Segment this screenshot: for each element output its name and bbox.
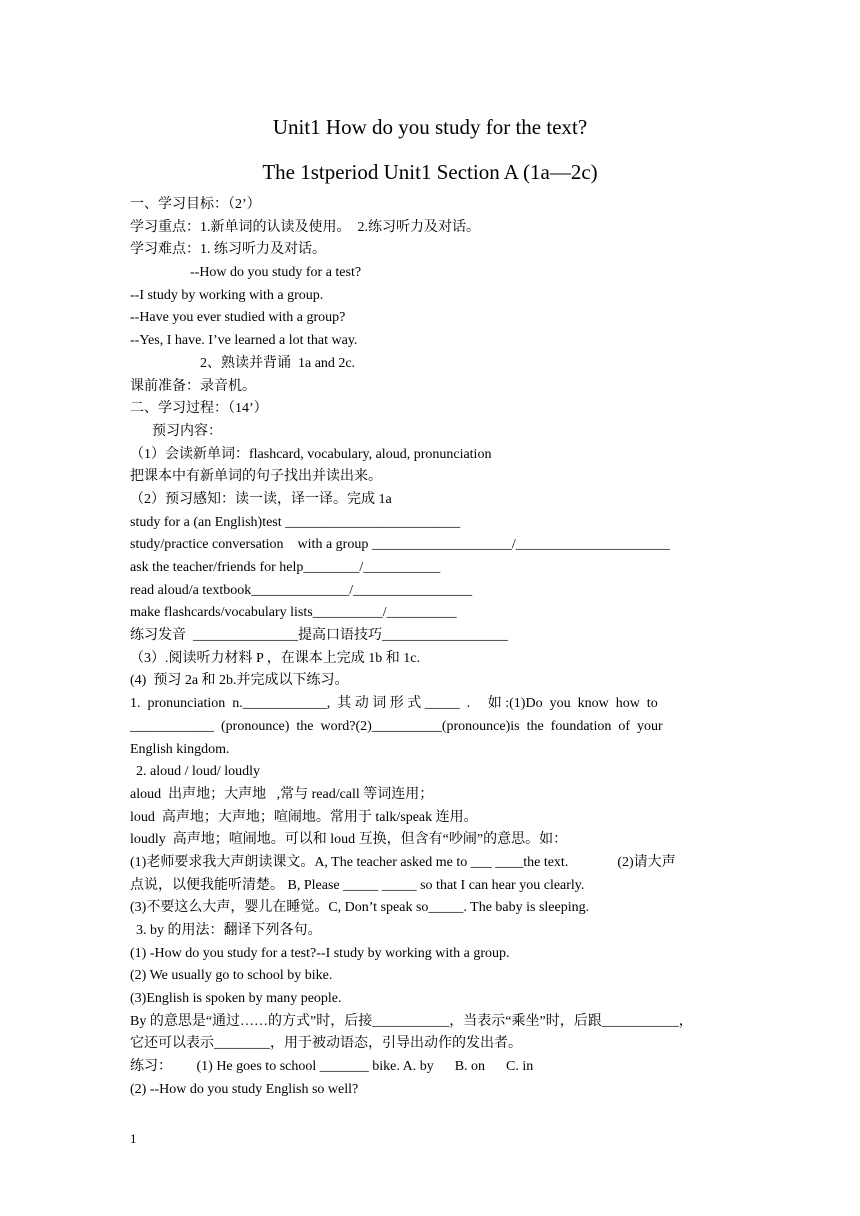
text-line: (4) 预习 2a 和 2b.并完成以下练习。 [130, 673, 349, 689]
text-line: 练习： (1) He goes to school _______ bike. A. by B. on C. in [130, 1059, 534, 1075]
text-line: ____________ (pronounce) the word?(2)__________(pronounce)is the foundation of your [130, 718, 663, 734]
text-line: 点说，以便我能听清楚。 B, Please _____ _____ so that I can hear you clearly. [130, 877, 585, 893]
text-line: (2) We usually go to school by bike. [130, 968, 333, 984]
text-line: （3）.阅读听力材料 P ，在课本上完成 1b 和 1c. [130, 650, 420, 666]
text-line: --Have you ever studied with a group? [130, 310, 346, 326]
text-line: make flashcards/vocabulary lists__________/__________ [130, 605, 457, 621]
text-line: English kingdom. [130, 741, 230, 757]
text-line: --How do you study for a test? [190, 265, 362, 281]
text-line: 1. pronunciation n.____________, 其 动 词 形 式 _____ . 如 :(1)Do you know how to [130, 696, 658, 712]
text-line: 课前准备：录音机。 [130, 378, 256, 394]
text-line: read aloud/a textbook______________/_________________ [130, 582, 473, 598]
text-line: 2、熟读并背诵 1a and 2c. [200, 355, 356, 371]
text-line: 3. by 的用法：翻译下列各句。 [136, 923, 322, 938]
text-line: By 的意思是“通过……的方式”时，后接___________，当表示“乘坐”时，后跟___________， [130, 1013, 693, 1029]
text-line: 二、学习过程：（14’） [130, 401, 268, 417]
text-line: 预习内容： [152, 423, 222, 439]
text-line: study for a (an English)test _________________________ [130, 514, 461, 530]
text-line: 一、学习目标：（2’） [130, 197, 261, 212]
text-line: (1) -How do you study for a test?--I study by working with a group. [130, 945, 510, 961]
text-line: ask the teacher/friends for help________/___________ [130, 560, 441, 575]
text-line: loudly 高声地；喧闹地。可以和 loud 互换，但含有“吵闹”的意思。如： [130, 832, 568, 848]
text-line: （2）预习感知：读一读，译一译。完成 1a [130, 491, 392, 507]
text-line: study/practice conversation with a group ____________________/______________________ [130, 537, 670, 553]
text-line: --Yes, I have. I’ve learned a lot that way. [130, 333, 358, 349]
text-line: 2. aloud / loud/ loudly [136, 764, 261, 780]
page-number: 1 [130, 1131, 137, 1146]
document-body [130, 194, 730, 1102]
text-line: 学习重点：1.新单词的认读及使用。 2.练习听力及对话。 [130, 219, 480, 235]
text-line: aloud 出声地；大声地 ,常与 read/call 等词连用； [130, 786, 434, 802]
text-line: 把课本中有新单词的句子找出并读出来。 [130, 469, 382, 485]
text-line: 它还可以表示________，用于被动语态，引导出动作的发出者。 [130, 1036, 522, 1052]
text-line: 学习难点：1. 练习听力及对话。 [130, 242, 326, 258]
text-line: loud 高声地；大声地；喧闹地。常用于 talk/speak 连用。 [130, 809, 478, 825]
text-line: --I study by working with a group. [130, 287, 324, 303]
document-subtitle: The 1stperiod Unit1 Section A (1a—2c) [262, 160, 598, 184]
text-line: (3)English is spoken by many people. [130, 991, 342, 1007]
text-line: (3)不要这么大声，婴儿在睡觉。C, Don’t speak so_____. The baby is sleeping. [130, 900, 590, 916]
text-line: 练习发音 _______________提高口语技巧__________________ [130, 628, 508, 644]
text-line: (2) --How do you study English so well? [130, 1081, 359, 1097]
text-line: (1)老师要求我大声朗读课文。A, The teacher asked me to ___ ____the text. (2)请大声 [130, 854, 676, 870]
document-title: Unit1 How do you study for the text? [272, 115, 588, 139]
text-line: （1）会读新单词：flashcard, vocabulary, aloud, pronunciation [130, 446, 492, 462]
